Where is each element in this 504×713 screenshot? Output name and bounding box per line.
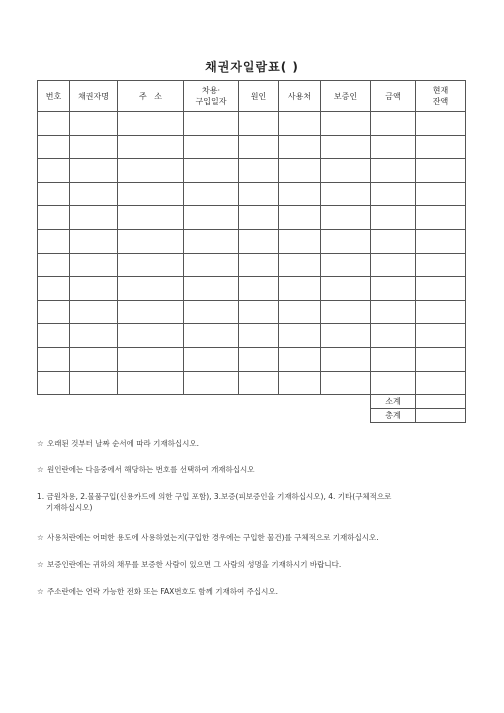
table-cell[interactable] [70,300,118,324]
table-cell[interactable] [416,324,466,348]
table-cell[interactable] [371,300,416,324]
table-cell[interactable] [184,229,239,253]
table-cell[interactable] [321,277,371,301]
table-cell[interactable] [279,229,321,253]
table-cell[interactable] [321,300,371,324]
subtotal-label: 소계 [371,395,416,409]
table-cell[interactable] [416,300,466,324]
table-cell[interactable] [70,112,118,136]
table-cell[interactable] [118,277,184,301]
col-header-cause: 원인 [239,81,279,112]
table-cell[interactable] [38,371,70,395]
table-cell[interactable] [70,253,118,277]
header-row [38,81,466,112]
table-cell[interactable] [184,135,239,159]
table-cell[interactable] [416,112,466,136]
table-row [38,182,466,206]
table-row [38,371,466,395]
table-cell[interactable] [184,324,239,348]
table-cell[interactable] [371,159,416,183]
table-cell[interactable] [279,300,321,324]
table-cell[interactable] [371,324,416,348]
table-cell[interactable] [38,112,70,136]
table-row [38,135,466,159]
table-cell[interactable] [184,253,239,277]
table-cell[interactable] [70,277,118,301]
subtotal-value[interactable] [416,395,466,409]
table-cell[interactable] [70,229,118,253]
table-cell[interactable] [416,182,466,206]
table-cell[interactable] [279,112,321,136]
col-header-address: 주 소 [118,81,184,112]
table-row [38,206,466,230]
table-cell[interactable] [371,182,416,206]
table-cell[interactable] [239,229,279,253]
table-cell[interactable] [38,135,70,159]
page-title: 채권자일람표( ) [205,60,299,74]
table-cell[interactable] [416,253,466,277]
table-cell[interactable] [38,229,70,253]
table-cell[interactable] [416,277,466,301]
total-row [38,409,466,423]
col-header-number: 번호 [38,81,70,112]
table-cell[interactable] [239,253,279,277]
table-cell[interactable] [118,229,184,253]
table-cell[interactable] [416,371,466,395]
total-value[interactable] [416,409,466,423]
table-cell[interactable] [239,112,279,136]
table-cell[interactable] [38,206,70,230]
col-header-guarantor: 보증인 [321,81,371,112]
table-cell[interactable] [184,277,239,301]
table-cell[interactable] [279,253,321,277]
col-header-borrow-date: 차용· 구입일자 [184,81,239,112]
table-cell[interactable] [70,182,118,206]
table-cell[interactable] [118,206,184,230]
table-cell[interactable] [279,371,321,395]
star-outline-icon: ☆ [37,533,44,542]
table-cell[interactable] [239,347,279,371]
table-cell[interactable] [321,159,371,183]
table-cell[interactable] [38,159,70,183]
table-cell[interactable] [184,112,239,136]
table-cell[interactable] [118,159,184,183]
col-header-creditor-name: 채권자명 [70,81,118,112]
table-cell[interactable] [70,324,118,348]
table-cell[interactable] [184,206,239,230]
table-cell[interactable] [239,206,279,230]
table-cell[interactable] [239,324,279,348]
subtotal-row [38,395,466,409]
table-cell[interactable] [416,206,466,230]
table-cell[interactable] [321,135,371,159]
table-cell[interactable] [279,159,321,183]
col-header-balance: 현재 잔액 [416,81,466,112]
table-row [38,112,466,136]
table-cell[interactable] [279,135,321,159]
table-cell[interactable] [371,229,416,253]
table-cell[interactable] [321,324,371,348]
table-cell[interactable] [239,277,279,301]
table-cell[interactable] [279,206,321,230]
col-header-usage: 사용처 [279,81,321,112]
table-cell[interactable] [70,371,118,395]
table-cell[interactable] [321,371,371,395]
table-cell[interactable] [118,324,184,348]
table-cell[interactable] [371,253,416,277]
table-cell[interactable] [70,159,118,183]
table-cell[interactable] [416,347,466,371]
table-row [38,159,466,183]
table-cell[interactable] [239,300,279,324]
star-outline-icon: ☆ [37,587,44,596]
table-cell[interactable] [184,300,239,324]
table-row [38,324,466,348]
table-cell[interactable] [371,112,416,136]
table-cell[interactable] [416,159,466,183]
table-cell[interactable] [118,253,184,277]
table-cell[interactable] [184,159,239,183]
table-cell[interactable] [184,371,239,395]
table-cell[interactable] [279,277,321,301]
table-cell[interactable] [371,347,416,371]
table-cell[interactable] [239,159,279,183]
cause-options-list: 1. 금원차용, 2.물품구입(신용카드에 의한 구입 포함), 3.보증(피보증인을 기재하십시오), 4. 기타(구체적으로 기재하십시오) [37,492,392,512]
table-cell[interactable] [371,277,416,301]
table-cell[interactable] [371,206,416,230]
table-cell[interactable] [279,347,321,371]
note-item: ☆ 주소란에는 연락 가능한 전화 또는 FAX번호도 함께 기재하여 주십시오. [37,587,278,596]
table-cell[interactable] [184,347,239,371]
table-cell[interactable] [239,182,279,206]
table-cell[interactable] [239,371,279,395]
table-cell[interactable] [371,371,416,395]
table-cell[interactable] [118,300,184,324]
table-cell[interactable] [38,277,70,301]
table-cell[interactable] [38,253,70,277]
table-cell[interactable] [416,135,466,159]
table-cell[interactable] [118,371,184,395]
table-cell[interactable] [239,135,279,159]
creditor-table [37,80,466,423]
table-cell[interactable] [70,206,118,230]
table-cell[interactable] [118,112,184,136]
table-cell[interactable] [184,182,239,206]
table-row [38,277,466,301]
note-item: ☆ 사용처란에는 어떠한 용도에 사용하였는지(구입한 경우에는 구입한 물건)를 구체적으로 기재하십시오. [37,533,379,542]
note-item: ☆ 오래된 것부터 날짜 순서에 따라 기재하십시오. [37,439,199,448]
table-row [38,229,466,253]
note-item: ☆ 보증인란에는 귀하의 채무를 보증한 사람이 있으면 그 사람의 성명을 기재하시기 바랍니다. [37,560,342,569]
total-label: 총계 [371,409,416,423]
table-cell[interactable] [279,324,321,348]
table-cell[interactable] [416,229,466,253]
table-cell[interactable] [118,135,184,159]
table-cell[interactable] [70,347,118,371]
table-row [38,347,466,371]
table-cell[interactable] [321,112,371,136]
table-cell[interactable] [38,324,70,348]
col-header-amount: 금액 [371,81,416,112]
table-cell[interactable] [38,300,70,324]
table-cell[interactable] [321,206,371,230]
table-row [38,300,466,324]
table-cell[interactable] [38,182,70,206]
table-cell[interactable] [118,182,184,206]
table-cell[interactable] [321,347,371,371]
table-cell[interactable] [321,229,371,253]
table-cell[interactable] [321,253,371,277]
table-cell[interactable] [279,182,321,206]
table-cell[interactable] [70,135,118,159]
star-outline-icon: ☆ [37,439,44,448]
table-row [38,253,466,277]
table-cell[interactable] [118,347,184,371]
star-outline-icon: ☆ [37,560,44,569]
table-cell[interactable] [371,135,416,159]
table-cell[interactable] [321,182,371,206]
note-item: ☆ 원인란에는 다음중에서 해당하는 번호를 선택하여 개재하십시오 [37,465,255,474]
table-cell[interactable] [38,347,70,371]
star-outline-icon: ☆ [37,465,44,474]
